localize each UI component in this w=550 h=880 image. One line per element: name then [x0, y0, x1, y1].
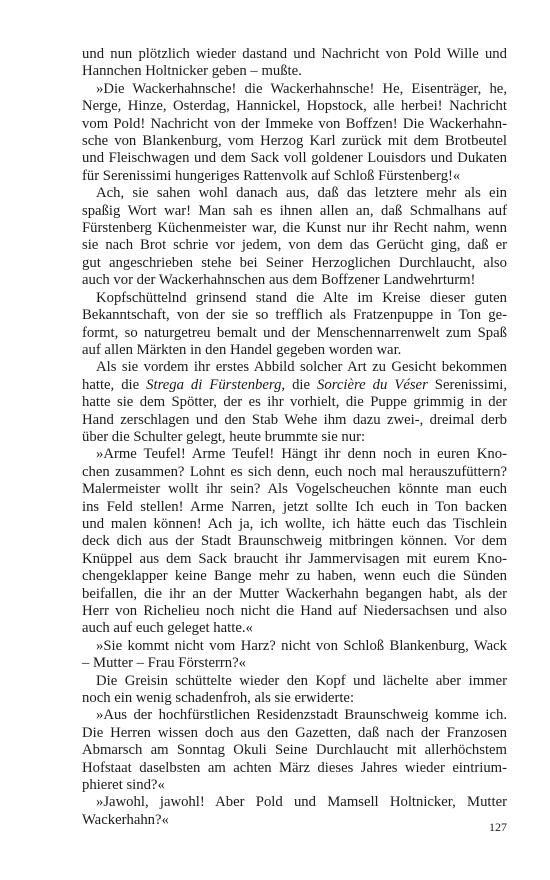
- text-line: sie nach Brot schrie vor jedem, von dem das Gerücht ging, daß er: [82, 237, 507, 254]
- text-line: auf allen Märkten in den Handel gegeben worden war.: [82, 341, 402, 358]
- text-line: sche von Blankenburg, vom Herzog Karl zurück mit dem Brotbeutel: [82, 133, 507, 150]
- text-line: Bekanntschaft, von der sie so trefflich als Fratzenpuppe in Ton ge-: [82, 307, 507, 324]
- text-line: ins Feld stellen! Arme Narren, jetzt sollte Ich euch in Ton backen: [82, 498, 507, 515]
- text-line: hatte sie dem Spötter, der es ihr vorhielt, die Puppe grimmig in der: [82, 394, 507, 411]
- text-line: chen zusammen? Lohnt es sich denn, euch noch mal herauszufüttern?: [82, 463, 507, 480]
- paragraph: [82, 290, 507, 360]
- text-line: Malermeister wollt ihr sein? Als Vogelscheuchen könnte man euch: [82, 481, 507, 498]
- paragraph: [82, 46, 507, 81]
- text-line: Hand zerschlagen und den Stab Wehe ihm dazu zwei-, dreimal derb: [82, 411, 507, 428]
- text-line: Die Greisin schüttelte wieder den Kopf und lächelte aber immer: [96, 672, 507, 689]
- paragraph: [82, 359, 507, 446]
- text-line: Kopfschüttelnd grinsend stand die Alte im Kreise dieser guten: [96, 289, 507, 306]
- text-line: Nerge, Hinze, Osterdag, Hannickel, Hopstock, alle herbei! Nachricht: [82, 98, 507, 115]
- text-line: »Aus der hochfürstlichen Residenzstadt Braunschweig komme ich.: [96, 707, 507, 724]
- paragraph: [82, 794, 507, 829]
- text-line: chengeklapper keine Bange mehr zu haben, wenn euch die Sünden: [82, 568, 507, 585]
- text-line: und Fleischwagen und dem Sack voll goldener Louisdors und Dukaten: [82, 150, 507, 167]
- text-line: auch auf euch geleget hatte.«: [82, 620, 253, 637]
- text-line: und malen können! Ach ja, ich wollte, ich hätte euch das Tischlein: [82, 515, 507, 532]
- text-line: auch vor der Wackerhahnschen aus dem Boffzener Landwehrturm!: [82, 272, 476, 289]
- text-line: deck dich aus der Stadt Braunschweig mitbringen können. Vor dem: [82, 533, 507, 550]
- text-line: hatte, die Strega di Fürstenberg, die Sorcière du Véser Serenissimi,: [82, 376, 507, 393]
- text-line: Hofstaat daselbsten am achten März dieses Jahres wieder eintrium-: [82, 759, 507, 776]
- text-line: vom Pold! Nachricht von der Immeke von Boffzen! Die Wackerhahn-: [82, 115, 507, 132]
- text-line: formt, so naturgetreu bemalt und der Menschennarrenwelt zum Spaß: [82, 324, 507, 341]
- text-line: Herr von Richelieu noch nicht die Hand auf Niedersachsen und also: [82, 603, 507, 619]
- text-line: Abmarsch am Sonntag Okuli Seine Durchlaucht mit allerhöchstem: [82, 742, 507, 759]
- text-line: »Jawohl, jawohl! Aber Pold und Mamsell Holtnicker, Mutter: [96, 794, 507, 811]
- text-line: gut angeschrieben stehe bei Seiner Herzoglichen Durchlaucht, also: [82, 254, 507, 271]
- text-line: und nun plötzlich wieder dastand und Nachricht von Pold Wille und: [82, 46, 507, 62]
- text-line: noch ein wenig schadenfroh, als sie erwiderte:: [82, 690, 355, 707]
- text-line: über die Schulter gelegt, heute brummte sie nur:: [82, 428, 366, 445]
- text-line: »Sie kommt nicht vom Harz? nicht von Schloß Blankenburg, Wack: [96, 637, 507, 654]
- page-number: 127: [489, 820, 507, 834]
- text-line: beifallen, die ihr an der Mutter Wackerhahn begangen habt, als der: [82, 585, 507, 602]
- text-line: Die Herren wissen doch aus den Gazetten, daß nach der Franzosen: [82, 724, 507, 741]
- book-page-text: [82, 46, 507, 829]
- paragraph: [82, 638, 507, 673]
- text-line: Wackerhahn?«: [82, 811, 169, 828]
- paragraph: [82, 707, 507, 794]
- text-line: Als sie vordem ihr erstes Abbild solcher Art zu Gesicht bekommen: [96, 359, 507, 376]
- text-line: Fürstenberg Küchenmeister war, die Kunst nur ihr Recht nahm, wenn: [82, 220, 507, 237]
- paragraph: [82, 185, 507, 289]
- paragraph: [82, 446, 507, 637]
- text-line: »Arme Teufel! Arme Teufel! Hängt ihr denn noch in euren Kno-: [96, 446, 507, 463]
- text-line: Knüppel aus dem Sack braucht ihr Jammervisagen mit eurem Kno-: [82, 550, 507, 567]
- text-line: Hannchen Holtnicker geben – mußte.: [82, 63, 302, 80]
- text-line: Ach, sie sahen wohl danach aus, daß das letztere mehr als ein: [96, 185, 507, 202]
- text-line: für Serenissimi hungeriges Rattenvolk auf Schloß Fürstenberg!«: [82, 167, 461, 184]
- paragraph: [82, 673, 507, 708]
- paragraph: [82, 81, 507, 185]
- text-line: – Mutter – Frau Försterrn?«: [82, 655, 246, 672]
- text-line: »Die Wackerhahnsche! die Wackerhahnsche! He, Eisenträger, he,: [96, 80, 507, 97]
- text-line: phieret sind?«: [82, 777, 165, 794]
- text-line: spaßig Wort war! Man sah es ihnen allen an, daß Schmalhans auf: [82, 202, 507, 219]
